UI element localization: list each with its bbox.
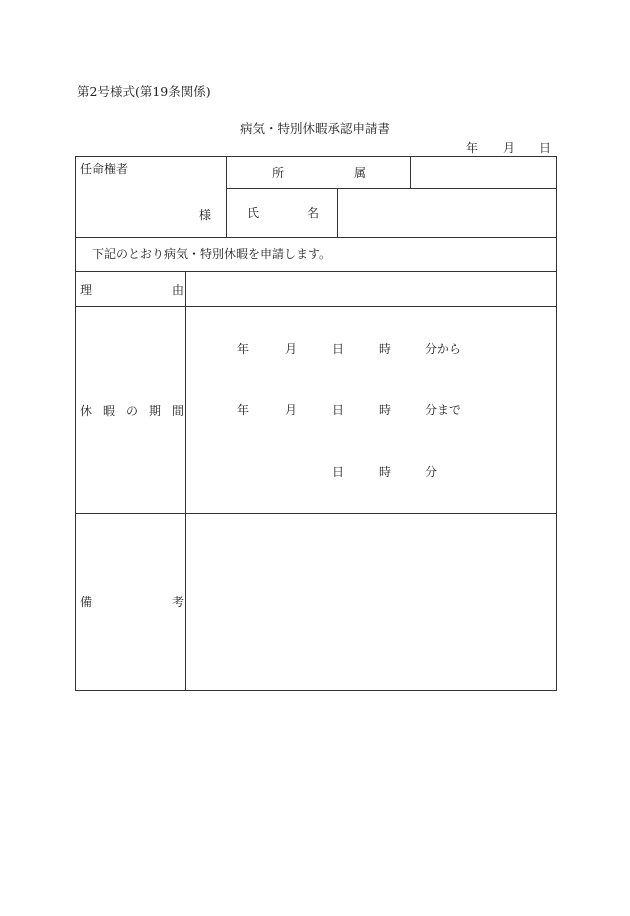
to-month-label: 月 [285, 403, 298, 417]
to-minute-label: 分まで [425, 403, 462, 417]
name-label-part1: 氏 [247, 206, 260, 220]
statement-text: 下記のとおり病気・特別休暇を申請します。 [92, 247, 332, 261]
period-label-char: 期 [149, 404, 162, 418]
from-month-label: 月 [285, 342, 298, 356]
from-hour-label: 時 [379, 342, 392, 356]
remarks-field[interactable] [188, 516, 554, 688]
reason-label-part2: 由 [172, 283, 185, 297]
affiliation-label-part2: 属 [354, 166, 367, 180]
approver-honorific: 様 [199, 208, 212, 222]
reason-field[interactable] [188, 274, 554, 304]
page-title: 病気・特別休暇承認申請書 [240, 121, 391, 136]
period-label-char: 間 [172, 404, 185, 418]
affiliation-field[interactable] [412, 158, 554, 186]
total-minute-label: 分 [425, 465, 438, 479]
from-day-label: 日 [332, 342, 345, 356]
to-hour-label: 時 [379, 403, 392, 417]
total-hour-label: 時 [379, 465, 392, 479]
from-year-label: 年 [237, 342, 250, 356]
name-field[interactable] [340, 191, 554, 235]
remarks-label-part2: 考 [172, 595, 185, 609]
name-label-part2: 名 [307, 206, 320, 220]
period-label-char: 休 [80, 404, 93, 418]
form-number: 第2号様式(第19条関係) [77, 84, 211, 99]
to-year-label: 年 [237, 403, 250, 417]
approver-label: 任命権者 [80, 162, 129, 176]
period-label-char: の [126, 404, 139, 418]
affiliation-label-part1: 所 [272, 166, 285, 180]
date-day-label: 日 [539, 141, 552, 155]
date-year-label: 年 [466, 141, 479, 155]
from-minute-label: 分から [425, 342, 462, 356]
to-day-label: 日 [332, 403, 345, 417]
total-day-label: 日 [332, 465, 345, 479]
date-month-label: 月 [503, 141, 516, 155]
period-label-char: 暇 [103, 404, 116, 418]
remarks-label-part1: 備 [80, 595, 93, 609]
reason-label-part1: 理 [80, 283, 93, 297]
